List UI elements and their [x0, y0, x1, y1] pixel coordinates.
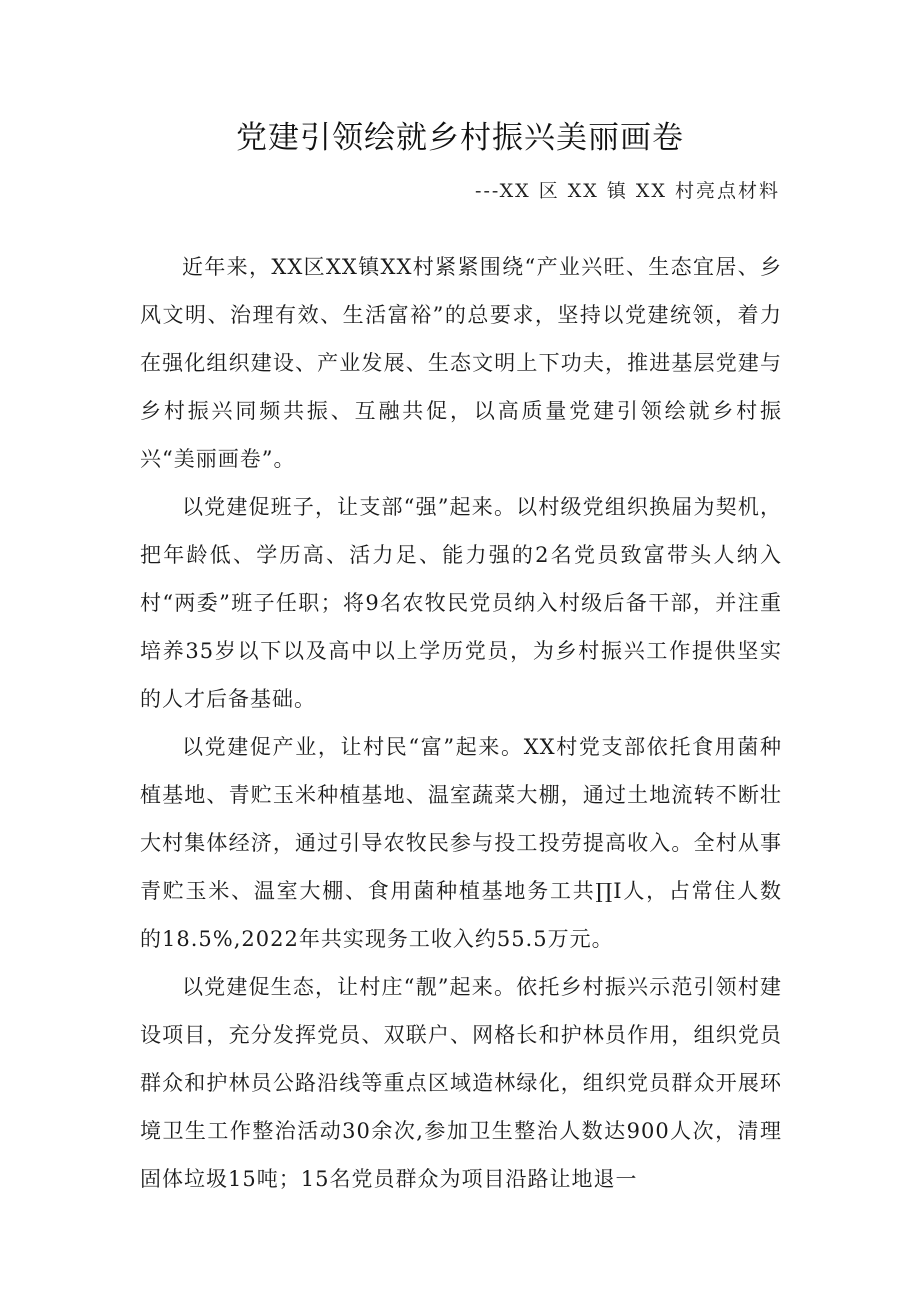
paragraph-team: 以党建促班子，让支部“强”起来。以村级党组织换届为契机，把年龄低、学历高、活力足、能力强的2名党员致富带头人纳入村“两委”班子任职；将9名农牧民党员纳入村级后备干部，并注重培养35岁以下以及高中以上学历党员，为乡村振兴工作提供坚实的人才后备基础。: [140, 495, 782, 711]
paragraph-ecology: 以党建促生态，让村庄“靓”起来。依托乡村振兴示范引领村建设项目，充分发挥党员、双联户、网格长和护林员作用，组织党员群众和护林员公路沿线等重点区域造林绿化，组织党员群众开展环境卫生工作整治活动30余次,参加卫生整治人数达900人次，清理固体垃圾15吨；15名党员群众为项目沿路让地退一: [140, 975, 782, 1191]
paragraph-intro: 近年来，XX区XX镇XX村紧紧围绕“产业兴旺、生态宜居、乡风文明、治理有效、生活富裕”的总要求，坚持以党建统领，着力在强化组织建设、产业发展、生态文明上下功夫，推进基层党建与乡村振兴同频共振、互融共促，以高质量党建引领绘就乡村振兴“美丽画卷”。: [140, 255, 782, 471]
document-body: [140, 243, 782, 1203]
paragraph-industry: 以党建促产业，让村民“富”起来。XX村党支部依托食用菌种植基地、青贮玉米种植基地、温室蔬菜大棚，通过土地流转不断壮大村集体经济，通过引导农牧民参与投工投劳提高收入。全村从事青贮玉米、温室大棚、食用菌种植基地务工共∏I人，占常住人数的18.5%,2022年共实现务工收入约55.5万元。: [140, 735, 782, 951]
document-title: 党建引领绘就乡村振兴美丽画卷: [236, 120, 684, 156]
document-subtitle: ---XX 区 XX 镇 XX 村亮点材料: [475, 180, 780, 202]
